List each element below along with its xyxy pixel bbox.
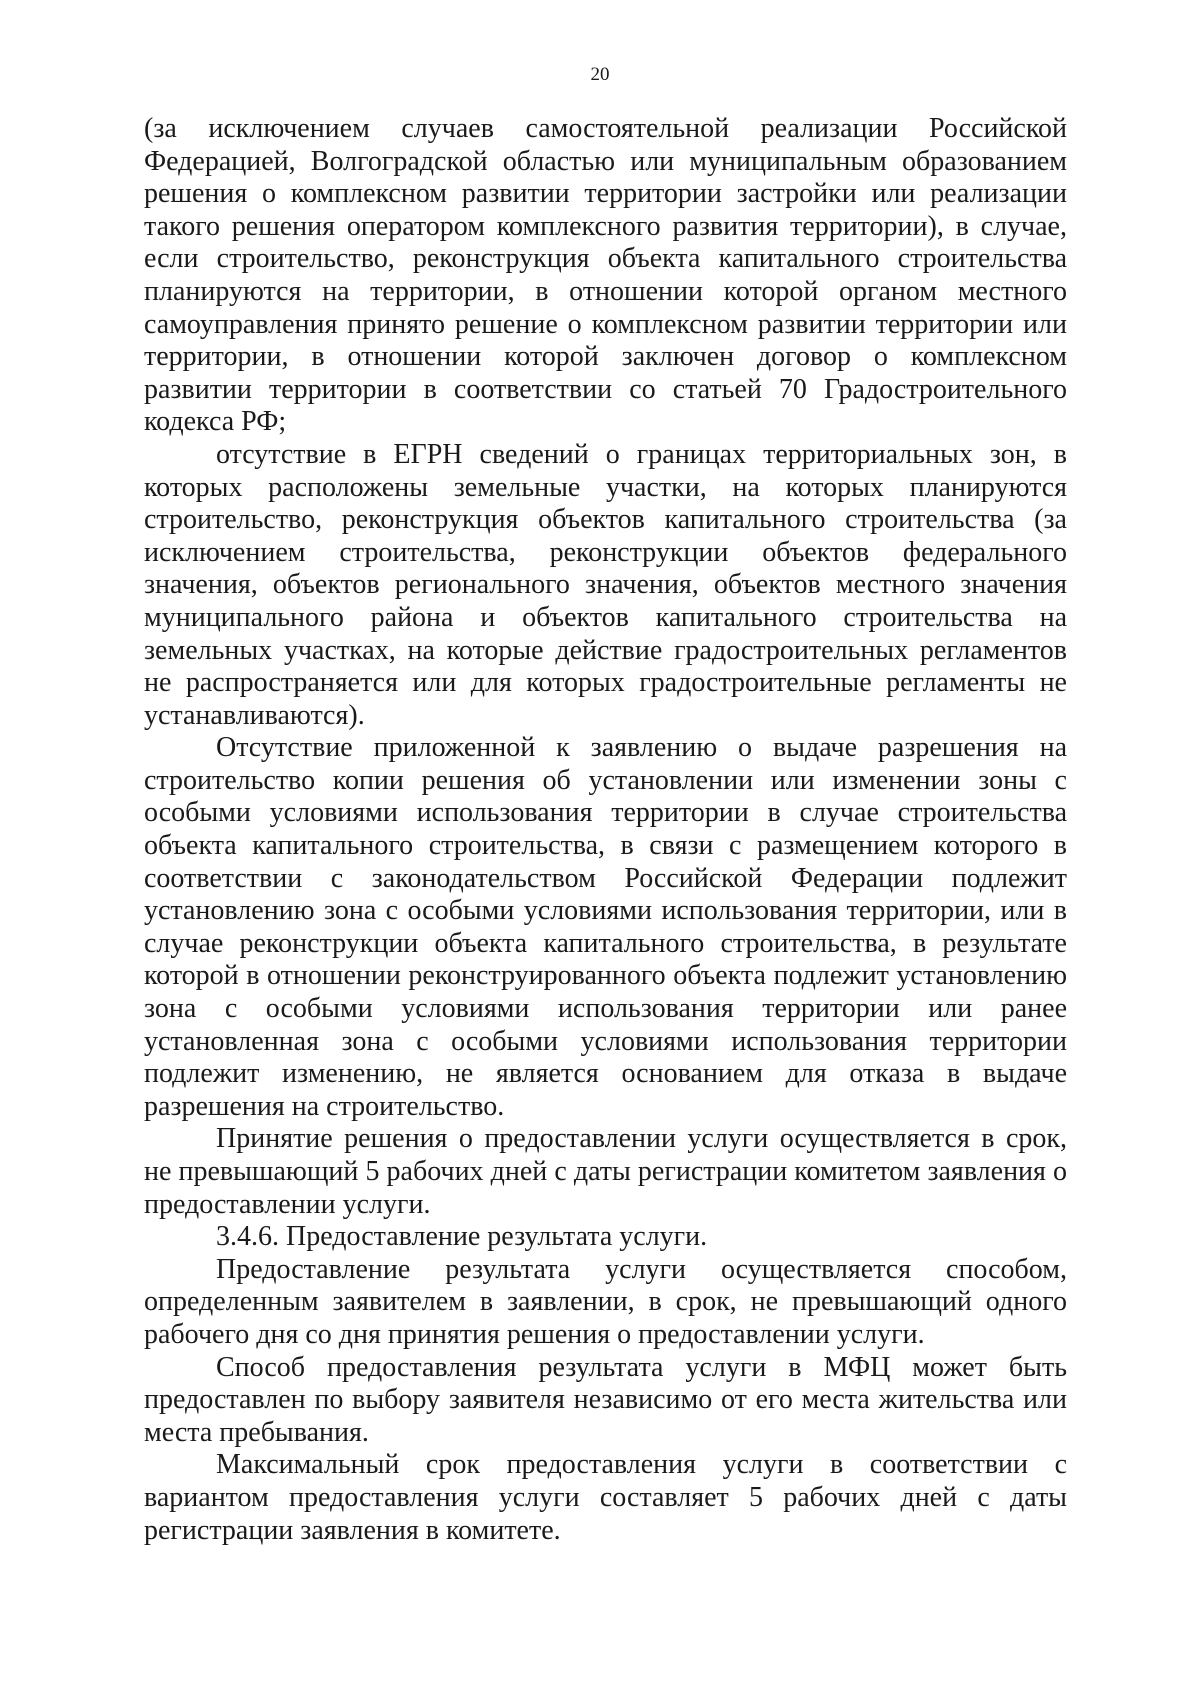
paragraph-continuation: (за исключением случаев самостоятельной реализации Российской Федерацией, Волгоградской областью или муниципальным образованием решения о комплексном развитии территории застройки или реализации такого решения оператором комплексного развития территории), в случае, если строительство, реконструкция объекта капитального строительства планируются на территории, в отношении которой органом местного самоуправления принято решение о комплексном развитии территории или территории, в отношении которой заключен договор о комплексном развитии территории в соответствии со статьей 70 Градостроительного кодекса РФ; [144,113,1067,438]
paragraph-zone-decision: Отсутствие приложенной к заявлению о выдаче разрешения на строительство копии решения об установлении или изменении зоны с особыми условиями использования территории в случае строительства объекта капитального строительства, в связи с размещением которого в соответствии с законодательством Российской Федерации подлежит установлению зона с особыми условиями использования территории, или в случае реконструкции объекта капитального строительства, в результате которой в отношении реконструированного объекта подлежит установлению зона с особыми условиями использования территории или ранее установленная зона с особыми условиями использования территории подлежит изменению, не является основанием для отказа в выдаче разрешения на строительство. [144,732,1067,1122]
section-heading-3-4-6: 3.4.6. Предоставление результата услуги. [216,1221,708,1253]
document-body [144,113,1067,1547]
paragraph-mfc-method: Способ предоставления результата услуги в МФЦ может быть предоставлен по выбору заявителя независимо от его места жительства или места пребывания. [144,1351,1067,1448]
paragraph-egrn-absence: отсутствие в ЕГРН сведений о границах территориальных зон, в которых расположены земельные участки, на которых планируются строительство, реконструкция объектов капитального строительства (за исключением строительства, реконструкции объектов федерального значения, объектов регионального значения, объектов местного значения муниципального района и объектов капитального строительства на земельных участках, на которые действие градостроительных регламентов не распространяется или для которых градостроительные регламенты не устанавливаются). [144,438,1067,731]
page-number: 20 [590,64,610,85]
paragraph-result-provision: Предоставление результата услуги осуществляется способом, определенным заявителем в заявлении, в срок, не превышающий одного рабочего дня со дня принятия решения о предоставлении услуги. [144,1253,1067,1350]
paragraph-max-term: Максимальный срок предоставления услуги в соответствии с вариантом предоставления услуги составляет 5 рабочих дней с даты регистрации заявления в комитете. [144,1449,1067,1546]
paragraph-decision-term: Принятие решения о предоставлении услуги осуществляется в срок, не превышающий 5 рабочих дней с даты регистрации комитетом заявления о предоставлении услуги. [144,1123,1067,1220]
